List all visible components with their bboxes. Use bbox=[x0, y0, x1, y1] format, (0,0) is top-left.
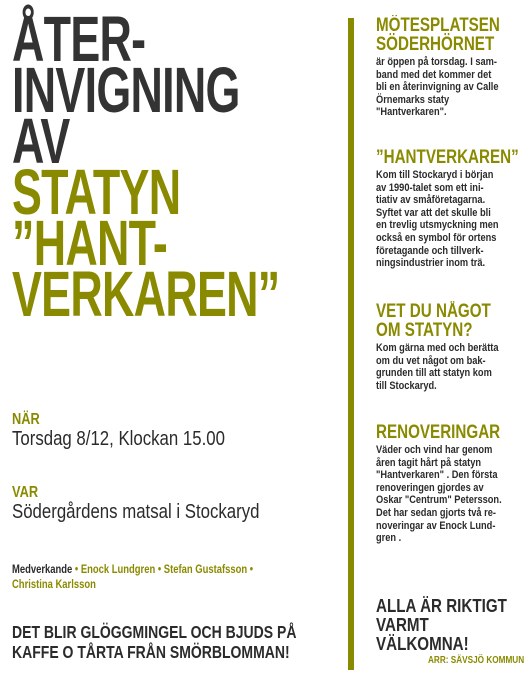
banner-line-2: KAFFE O TÅRTA FRÅN SMÖRBLOMMAN! bbox=[12, 642, 290, 662]
welcome-message bbox=[376, 596, 507, 653]
credits-separator: • bbox=[157, 564, 162, 576]
sidebar-section-know-something bbox=[376, 302, 526, 392]
credits-separator: • bbox=[249, 564, 254, 576]
body-line: renoveringen gjordes av bbox=[376, 481, 484, 494]
body-line: Oskar "Centrum" Petersson. bbox=[376, 494, 502, 507]
section-title-line: OM STATYN? bbox=[376, 320, 473, 341]
headline-line-1: ÅTER- bbox=[12, 3, 146, 75]
section-body bbox=[376, 444, 524, 545]
banner-line-1: DET BLIR GLÖGGMINGEL OCH BJUDS PÅ bbox=[12, 622, 297, 642]
refreshments-banner bbox=[12, 622, 296, 662]
body-line: Örnemarks staty bbox=[376, 93, 450, 106]
credit-name-2: Stefan Gustafsson bbox=[163, 564, 248, 576]
body-line: noveringar av Enock Lund- bbox=[376, 519, 496, 532]
sidebar-section-meeting-place bbox=[376, 16, 526, 119]
body-line: bli en återinvigning av Calle bbox=[376, 81, 499, 94]
body-line: Det har sedan gjorts två re- bbox=[376, 506, 496, 519]
headline-line-5: ”HANT- bbox=[12, 207, 168, 279]
welcome-line: VARMT bbox=[376, 614, 429, 635]
section-title bbox=[376, 302, 496, 340]
section-title-line: VET DU NÅGOT bbox=[376, 301, 491, 322]
body-line: ningsindustrier inom trä. bbox=[376, 257, 486, 270]
body-line: band med det kommer det bbox=[376, 68, 492, 81]
body-line: Syftet var att det skulle bli bbox=[376, 206, 491, 219]
when-label: NÄR bbox=[12, 411, 40, 428]
headline-line-6: VERKAREN” bbox=[12, 258, 280, 330]
section-body bbox=[376, 169, 524, 270]
body-line: Kom gärna med och berätta bbox=[376, 342, 499, 354]
sidebar-section-renovations bbox=[376, 423, 526, 545]
body-line: är öppen på torsdag. I sam- bbox=[376, 56, 497, 68]
section-body bbox=[376, 56, 524, 119]
body-line: åren tagit hårt på statyn bbox=[376, 456, 482, 469]
body-line: företagande och tillverk- bbox=[376, 244, 484, 257]
credit-name-3: Christina Karlsson bbox=[12, 579, 96, 591]
sidebar-section-hantverkaren bbox=[376, 148, 526, 270]
where-value: Södergårdens matsal i Stockaryd bbox=[12, 501, 260, 523]
when-value: Torsdag 8/12, Klockan 15.00 bbox=[12, 428, 225, 450]
headline bbox=[12, 3, 352, 330]
body-line: av 1990-talet som ett ini- bbox=[376, 181, 484, 194]
body-line: "Hantverkaren" . Den första bbox=[376, 469, 498, 482]
headline-line-3: AV bbox=[12, 105, 70, 177]
body-line: gren . bbox=[376, 532, 402, 545]
body-line: till Stockaryd. bbox=[376, 379, 437, 392]
section-title bbox=[376, 422, 501, 443]
section-title-line: SÖDERHÖRNET bbox=[376, 34, 495, 55]
section-title-line: ”HANTVERKAREN” bbox=[376, 147, 519, 168]
welcome-line: ALLA ÄR RIKTIGT bbox=[376, 595, 507, 616]
headline-line-4: STATYN bbox=[12, 156, 181, 228]
column-divider bbox=[348, 18, 354, 670]
body-line: en trevlig utsmyckning men bbox=[376, 219, 499, 232]
body-line: tiativ av småföretagarna. bbox=[376, 194, 486, 207]
where-label: VAR bbox=[12, 484, 39, 501]
section-title bbox=[376, 15, 500, 55]
credits-separator: • bbox=[74, 564, 79, 576]
section-title-line: MÖTESPLATSEN bbox=[376, 15, 500, 36]
organizer-credit: ARR: SÄVSJÖ KOMMUN bbox=[428, 655, 525, 666]
credit-name-1: Enock Lundgren bbox=[80, 564, 156, 576]
body-line: om du vet något om bak- bbox=[376, 354, 486, 367]
credits-role: Medverkande bbox=[12, 564, 73, 576]
welcome-line: VÄLKOMNA! bbox=[376, 633, 469, 654]
section-title-line: RENOVERINGAR bbox=[376, 422, 501, 443]
body-line: grunden till att statyn kom bbox=[376, 367, 492, 380]
section-body bbox=[376, 342, 524, 392]
body-line: Väder och vind har genom bbox=[376, 444, 493, 456]
body-line: "Hantverkaren". bbox=[376, 106, 447, 119]
credits bbox=[12, 563, 324, 593]
headline-line-2: INVIGNING bbox=[12, 54, 240, 126]
section-title bbox=[376, 147, 519, 168]
body-line: också en symbol för ortens bbox=[376, 231, 497, 244]
body-line: Kom till Stockaryd i början bbox=[376, 169, 494, 181]
